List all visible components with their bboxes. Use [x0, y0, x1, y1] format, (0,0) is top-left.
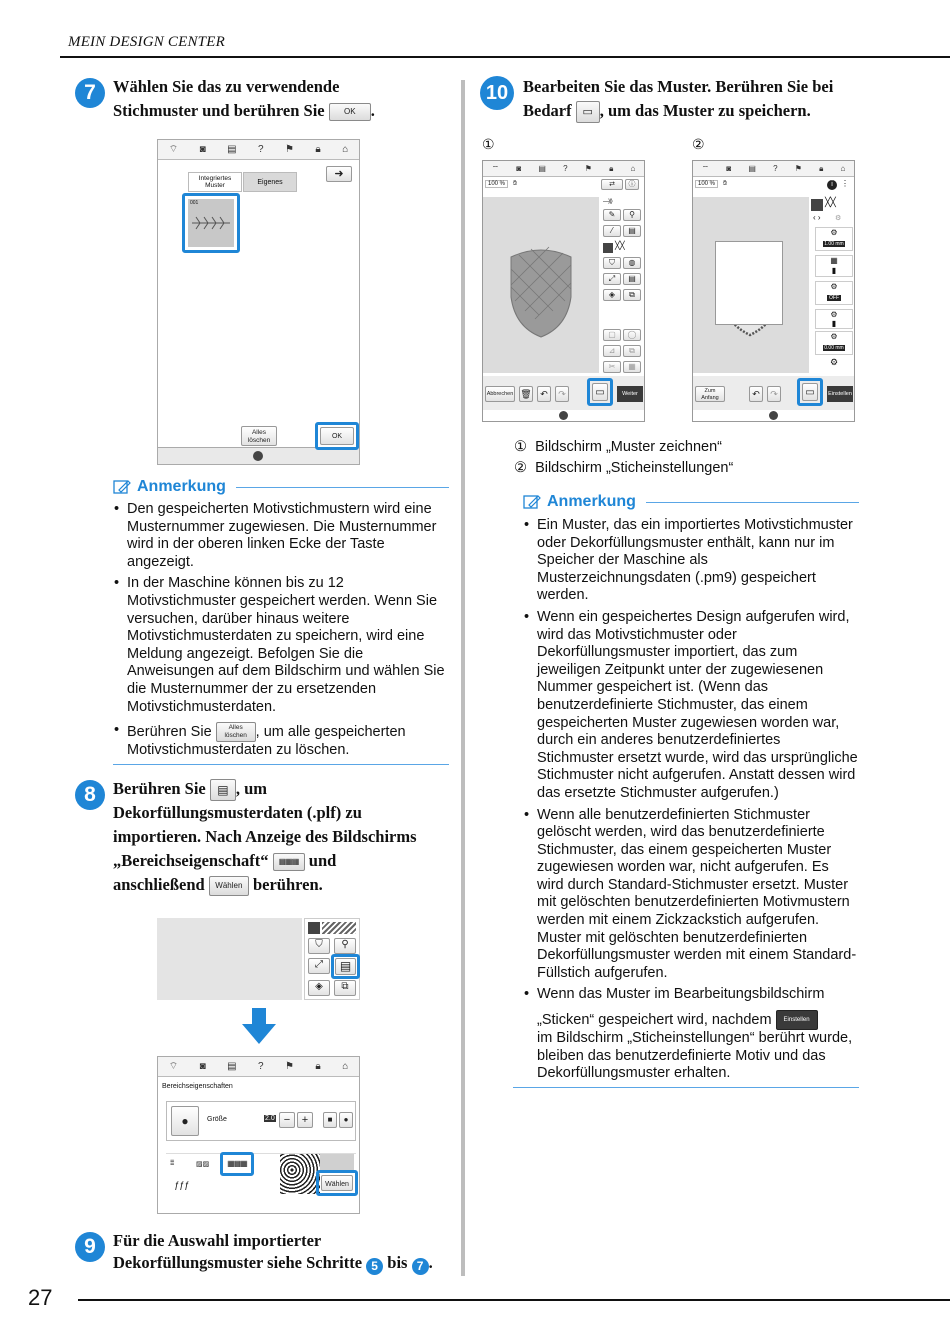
hand-icon[interactable]: ✋︎	[513, 180, 517, 187]
lock-icon: 🔒︎	[609, 163, 614, 173]
status-toolbar	[483, 161, 644, 177]
pencil-icon[interactable]: ✎	[603, 209, 621, 221]
select-area-icon[interactable]: ⧉	[334, 980, 356, 996]
step-7-line2: Stichmuster und berühren Sie OK .	[113, 101, 375, 120]
select-highlight	[316, 1170, 358, 1196]
scroll-down-icon[interactable]	[769, 411, 778, 420]
preview-canvas	[693, 197, 809, 373]
gear-icon[interactable]: ⚙︎	[835, 215, 842, 222]
fill-tool-icon[interactable]: ⛉	[603, 257, 621, 269]
save-highlight	[797, 378, 823, 406]
status-toolbar	[158, 1057, 359, 1077]
import-highlight	[331, 954, 360, 979]
resize-icon[interactable]: ⤢	[603, 273, 621, 285]
set-button-icon: Einstellen	[776, 1010, 818, 1030]
copy-icon[interactable]: ⧉	[623, 289, 641, 301]
info-icon[interactable]: ⓘ	[625, 179, 639, 190]
exit-icon[interactable]: ➜	[326, 166, 352, 182]
plus-button[interactable]: +	[297, 1112, 313, 1128]
note-left-heading: Anmerkung	[113, 478, 449, 496]
color-swatch[interactable]	[603, 243, 613, 253]
setting-underlay[interactable]: ⚙︎ OFF	[815, 281, 853, 305]
note-left	[113, 478, 449, 765]
stitch-pattern-icon[interactable]: ⚙︎	[829, 357, 839, 367]
tab-integrated-pattern[interactable]: Integriertes Muster	[188, 172, 242, 192]
screen-step7	[157, 139, 360, 465]
draw-toolbar	[601, 197, 645, 373]
arrow-left-icon[interactable]: ‹ ›	[813, 213, 821, 222]
caption-1: ① Bildschirm „Muster zeichnen“	[514, 439, 723, 455]
flip-icon[interactable]: ⊿	[603, 345, 621, 357]
note-right-heading: Anmerkung	[523, 493, 859, 511]
scroll-down-icon[interactable]	[559, 411, 568, 420]
step-10-text: Bearbeiten Sie das Muster. Berühren Sie bei Bedarf ▭ , um das Muster zu speichern.	[523, 75, 868, 123]
eraser-icon[interactable]: ◈	[308, 980, 330, 996]
camera-icon: ◙	[199, 144, 206, 155]
step-ref-7: 7	[412, 1258, 429, 1275]
save-button[interactable]: ▭	[592, 383, 608, 401]
thread-icon: ⚑	[285, 144, 294, 155]
zoom-level[interactable]: 100 %	[485, 180, 508, 188]
status-toolbar	[158, 140, 359, 160]
redo-icon[interactable]: ↷	[555, 386, 569, 402]
select-button[interactable]: Wählen	[321, 1175, 353, 1191]
help-icon: ?	[257, 1061, 264, 1072]
thread-icon: ⚑	[794, 164, 802, 173]
wifi-icon: ⌔	[491, 163, 500, 173]
fill-tool-icon[interactable]: ⛉	[308, 938, 330, 954]
eyedropper-icon[interactable]: ⁄	[603, 225, 621, 237]
redo-icon[interactable]: ↷	[767, 386, 781, 402]
note-icon	[523, 494, 541, 510]
magnify-icon[interactable]: ⚲	[623, 209, 641, 221]
thread-icon: ⚑	[584, 164, 592, 173]
step-7-badge: 7	[75, 78, 105, 108]
area-property-icon: ▦▦▦	[273, 853, 305, 871]
doc-icon[interactable]: ▤	[623, 225, 641, 237]
camera-icon: ◙	[726, 164, 732, 173]
shape-square-icon[interactable]: ■	[323, 1112, 337, 1128]
note-left-list	[113, 501, 449, 760]
minus-button[interactable]: −	[279, 1112, 295, 1128]
screen-pattern-draw	[482, 160, 645, 422]
document-icon: ▤	[227, 144, 237, 155]
step-8-text: Berühren Sie ▤ , um Dekorfüllungsmusterdaten (.plf) zu importieren. Nach Anzeige des Bildschirms „Bereichseigenschaft“ ▦▦▦ und anschließend Wählen berühren.	[113, 777, 458, 897]
document-icon: ▤	[538, 164, 546, 173]
area-properties-title: Bereichseigenschaften	[162, 1083, 233, 1090]
header-rule	[60, 56, 950, 58]
step-8-badge: 8	[75, 780, 105, 810]
size-label: Größe	[207, 1116, 227, 1123]
home-icon: ⌂	[840, 164, 846, 173]
screen-area-properties	[157, 1056, 360, 1214]
eyedropper-icon[interactable]: ⚲	[334, 938, 356, 954]
save-highlight	[587, 378, 613, 406]
resize-icon[interactable]: ⤢	[308, 958, 330, 974]
thread-icon: ⚑	[285, 1061, 294, 1072]
info-icon[interactable]: i	[827, 180, 837, 190]
line-style-icon[interactable]: —⟩⟩⟩	[603, 199, 613, 205]
set-button[interactable]: Einstellen	[827, 386, 853, 402]
pattern-tile-001[interactable]	[182, 193, 240, 253]
note-icon	[113, 479, 131, 495]
select-icon[interactable]: ▢	[603, 329, 621, 341]
home-icon: ⌂	[630, 164, 636, 173]
step-9-text: Für die Auswahl importierter Dekorfüllungsmuster siehe Schritte 5 bis 7 .	[113, 1231, 433, 1273]
duplicate-icon[interactable]: ⧉	[623, 345, 641, 357]
setting-density[interactable]: ⚙︎ 1.00 mm	[815, 227, 853, 251]
shape-round-icon[interactable]: ●	[339, 1112, 353, 1128]
note-left-item: • In der Maschine können bis zu 12 Motivstichmuster gespeichert werden. Wenn Sie versuchen, darüber hinaus weitere Motivstichmusterdaten zu speichern, wird eine Meldung angezeigt. Befolgen Sie die Anweisungen auf dem Bildschirm und wählen Sie die Musternummer der zu ersetzenden Motivstichmusterdaten.	[113, 575, 449, 716]
home-icon: ⌂	[342, 1061, 349, 1072]
note-right-item: • Wenn ein gespeichertes Design aufgerufen wird, wird das Motivstichmuster oder Dekorfüllungsmuster importiert, das zum jeweiligen Zeitpunkt unter der zugewiesenen Nummer gespeichert ist. (Wenn das benutzerdefinierte Stichmuster, das einem gespeicherten Muster zugewiesen worden war, durch ein anderes benutzerdefiniertes Stichmuster ersetzt wurde, wird das ursprüngliche Stichmuster nicht aufgerufen. Anstatt dessen wird das ersetzte Stichmuster aufgerufen.)	[523, 609, 859, 803]
lock-icon: 🔒︎	[819, 163, 824, 173]
ok-highlight	[315, 422, 359, 450]
motif-icon[interactable]: ƒƒƒ	[174, 1180, 190, 1190]
screen-step8-canvas	[157, 918, 302, 1000]
screen-stitch-settings	[692, 160, 855, 422]
undo-icon[interactable]: ↶	[749, 386, 763, 402]
save-button[interactable]: ▭	[802, 383, 818, 401]
undo-icon[interactable]: ↶	[537, 386, 551, 402]
wifi-icon: ⌔	[168, 1061, 179, 1072]
decorative-fill-button[interactable]: ▦▦▦	[220, 1152, 254, 1176]
point-size-icon: ●	[171, 1106, 199, 1136]
fill-stitch-icon[interactable]: ⦙⦙⦙⦙⦙⦙	[170, 1160, 174, 1167]
paste-icon[interactable]: ▦	[623, 361, 641, 373]
step-ref-5: 5	[366, 1258, 383, 1275]
next-button[interactable]: Weiter	[617, 386, 643, 402]
color-swatch	[308, 922, 320, 934]
pattern-number: 001	[190, 200, 199, 206]
grid-icon[interactable]: ⋮	[841, 179, 849, 188]
step-7-line1: Wählen Sie das zu verwendende	[113, 77, 340, 96]
note-left-item: • Berühren Sie Alles löschen , um alle gespeicherten Motivstichmusterdaten zu löschen.	[113, 722, 449, 760]
camera-icon: ◙	[516, 164, 522, 173]
clear-all-icon: Alles löschen	[216, 722, 256, 742]
save-icon: ▭	[576, 101, 600, 123]
step-10-badge: 10	[480, 76, 514, 110]
screen-step8-toolbar	[304, 918, 360, 1000]
import-file-icon: ▤	[210, 779, 236, 801]
import-icon[interactable]: ▤	[623, 273, 641, 285]
step-7-text	[113, 75, 453, 123]
caption-number-1: ①	[482, 136, 495, 152]
note-right-item: • Ein Muster, das ein importiertes Motivstichmuster oder Dekorfüllungsmuster enthält, kann nur im Speicher der Maschine als Musterzeichnungsdaten (.pm9) gespeichert werden.	[523, 517, 859, 605]
fill-pattern-swatch	[322, 922, 356, 934]
note-right-list	[523, 517, 859, 1083]
wifi-icon: ⌔	[701, 163, 710, 173]
size-value: 2.0	[265, 1115, 275, 1122]
cancel-button[interactable]: Abbrechen	[485, 386, 515, 402]
zoom-level[interactable]: 100 %	[695, 180, 718, 188]
select-button-icon: Wählen	[209, 876, 249, 896]
zigzag-swatch[interactable]: ╳╳	[615, 241, 625, 250]
eraser-icon[interactable]: ◈	[603, 289, 621, 301]
shield-shape	[483, 197, 599, 373]
caption-number-2: ②	[692, 136, 705, 152]
setting-offset[interactable]: ⚙︎ 0.00 mm	[815, 331, 853, 355]
note-right	[523, 493, 859, 1088]
running-head: MEIN DESIGN CENTER	[68, 34, 225, 50]
ok-button[interactable]: OK	[320, 427, 354, 445]
help-icon: ?	[773, 164, 778, 173]
document-icon: ▤	[227, 1061, 237, 1072]
ok-button-icon: OK	[329, 103, 371, 121]
setting-run[interactable]: ▦ ▮	[815, 255, 853, 277]
home-button[interactable]: Zum Anfang	[695, 386, 725, 402]
note-left-item: • Den gespeicherten Motivstichmustern wird eine Musternummer zugewiesen. Die Musternummer wird in der oberen linken Ecke der Taste angezeigt.	[113, 501, 449, 571]
wifi-icon: ⌔	[168, 144, 179, 155]
setting-pull[interactable]: ⚙︎ ▮	[815, 309, 853, 329]
home-icon: ⌂	[342, 144, 349, 155]
lock-icon: 🔒︎	[315, 144, 321, 155]
trash-icon[interactable]: 🗑︎	[519, 386, 533, 402]
scroll-down-icon[interactable]	[253, 451, 263, 461]
document-icon: ▤	[748, 164, 756, 173]
fill-zigzag-icon[interactable]: ▨▨	[196, 1161, 210, 1168]
tab-own[interactable]: Eigenes	[243, 172, 297, 192]
note-right-item: • Wenn das Muster im Bearbeitungsbildschirm „Sticken“ gespeichert wird, nachdem Einstellen im Bildschirm „Sticheinstellungen“ berührt wurde, bleiben das benutzerdefinierte Motiv und das Dekorfüllungsmuster erhalten.	[523, 986, 859, 1082]
drawing-canvas[interactable]	[483, 197, 599, 373]
fill-pattern-preview	[280, 1154, 320, 1194]
help-icon: ?	[257, 144, 264, 155]
footer-rule	[78, 1299, 950, 1301]
help-icon: ?	[563, 164, 568, 173]
import-file-button[interactable]: ▤	[335, 958, 356, 975]
column-divider	[461, 80, 465, 1276]
zigzag-swatch[interactable]: ╳╳	[825, 197, 836, 207]
caption-2: ② Bildschirm „Sticheinstellungen“	[514, 460, 734, 476]
lock-icon: 🔒︎	[315, 1061, 321, 1072]
status-toolbar	[693, 161, 854, 177]
swap-icon[interactable]: ⇄	[601, 179, 623, 190]
page-number: 27	[28, 1285, 53, 1310]
color-swatch[interactable]	[811, 199, 823, 211]
clear-all-button[interactable]: Alles löschen	[241, 426, 277, 446]
cut-icon[interactable]: ✂︎	[603, 361, 621, 373]
arrow-down-icon	[242, 1008, 276, 1044]
camera-icon: ◙	[199, 1061, 206, 1072]
step-9-badge: 9	[75, 1232, 105, 1262]
note-right-item: • Wenn alle benutzerdefinierten Stichmuster gelöscht werden, wird das benutzerdefinierte Stichmuster, das einem gespeicherten Muster zugewiesen worden war, nicht aufgerufen. Es wird durch Standard-Stichmuster ersetzt. Muster mit gelöschten benutzerdefinierten Motivmustern werden mit einem Zickzackstich aufgerufen. Muster mit gelöschten benutzerdefinierten Dekorfüllungsmuster werden mit einem Standard-Füllstich aufgerufen.	[523, 807, 859, 983]
settings-panel	[811, 197, 855, 373]
rotate-icon[interactable]: ◯	[623, 329, 641, 341]
fill-drop-icon[interactable]: ◍	[623, 257, 641, 269]
hand-icon[interactable]: ✋︎	[723, 180, 727, 187]
